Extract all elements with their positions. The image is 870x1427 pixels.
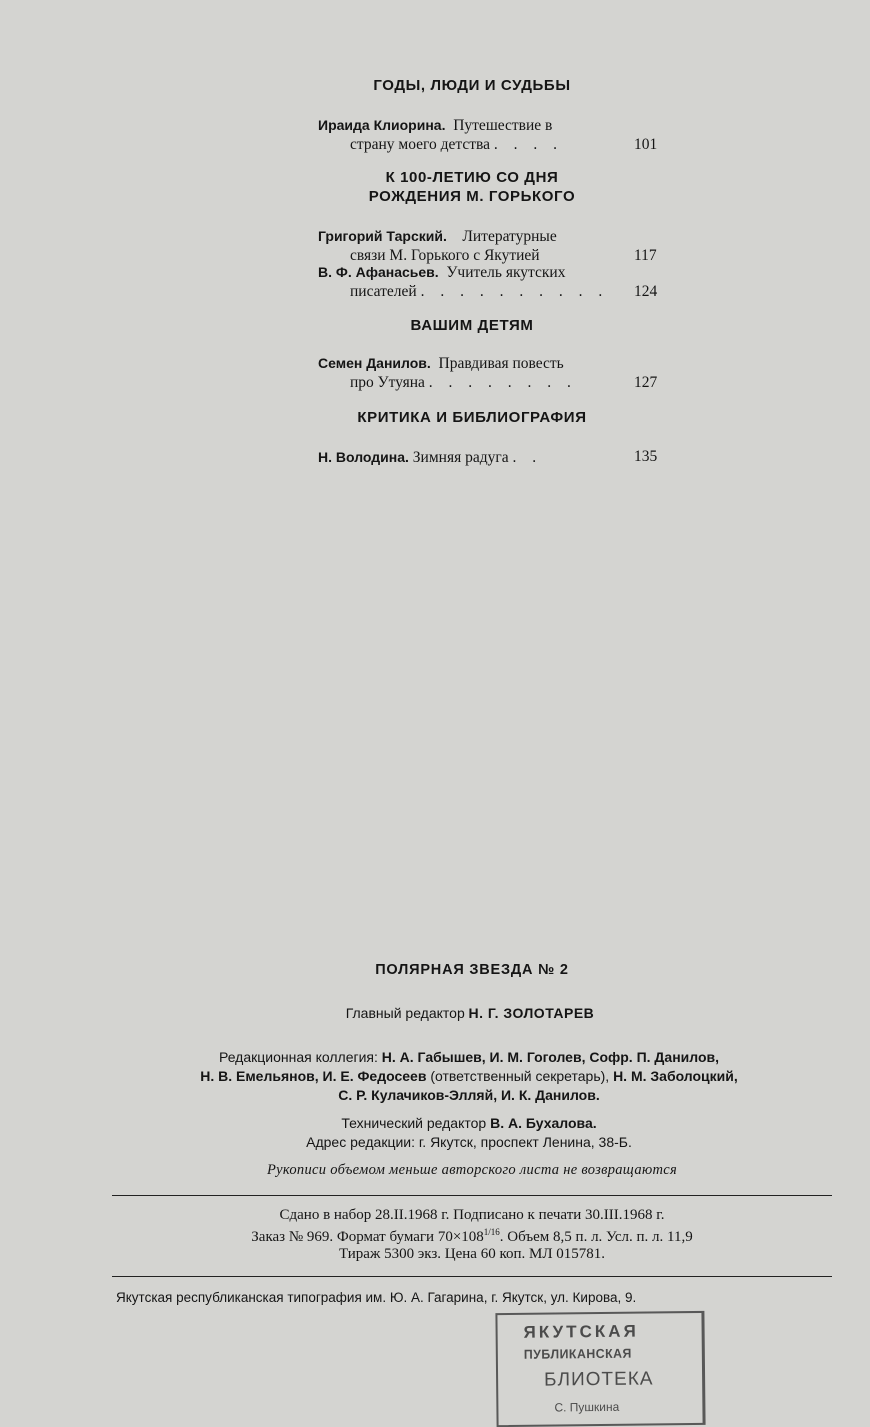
manuscripts-note: Рукописи объемом меньше авторского листа не возвращаются [266, 1162, 678, 1178]
tech-editor-name: В. А. Бухалова. [490, 1115, 597, 1131]
entry-title-part: Литературные [462, 228, 557, 245]
print-line-2: Заказ № 969. Формат бумаги $70\times 108^{1/16}$. Объем 8,5 п. л. Усл. п. л. 11,9 [251, 1227, 693, 1245]
divider-rule [112, 1195, 832, 1196]
entry-title-part: Правдивая повесть [438, 355, 564, 372]
entry-title-part: страну моего детства [350, 136, 490, 153]
board-members-line2a: Н. В. Емельянов, И. Е. Федосеев [200, 1068, 427, 1084]
dot-leader: . . . . . . . . . . [420, 283, 609, 300]
print-line-3: Тираж 5300 экз. Цена 60 коп. МЛ 015781. [338, 1246, 606, 1262]
board-label: Редакционная коллегия: [218, 1049, 378, 1065]
toc-entry [318, 115, 658, 155]
entry-page-number: 117 [634, 247, 657, 264]
entry-title-part: писателей [350, 283, 417, 300]
entry-author: Григорий Тарский. [318, 228, 447, 244]
board-members-line2c: Н. М. Заболоцкий, [613, 1068, 738, 1084]
chief-editor-name: Н. Г. ЗОЛОТАРЕВ [468, 1005, 595, 1021]
entry-page-number: 127 [634, 374, 658, 391]
chief-editor-line [0, 1005, 870, 1023]
entry-page-number: 135 [634, 448, 658, 465]
entry-author: Н. Володина. [318, 449, 409, 465]
printing-house: Якутская республиканская типография им. Ю. А. Гагарина, г. Якутск, ул. Кирова, 9. [116, 1290, 637, 1305]
journal-title: ПОЛЯРНАЯ ЗВЕЗДА № 2 [375, 962, 569, 978]
dot-leader: . . . . . . . . [428, 374, 577, 391]
divider-rule [112, 1276, 832, 1277]
entry-author: В. Ф. Афанасьев. [318, 264, 439, 280]
entry-title-part: Путешествие в [453, 117, 553, 134]
section-title-for-children: ВАШИМ ДЕТЯМ [410, 317, 534, 334]
editorial-address: Адрес редакции: г. Якутск, проспект Ленина, 38-Б. [306, 1134, 632, 1150]
entry-title-part: связи М. Горького с Якутией [350, 247, 540, 264]
entry-author: Ираида Клиорина. [318, 117, 446, 133]
print-details [0, 1207, 870, 1263]
toc-entry [318, 262, 658, 302]
section-title-years-people-fates: ГОДЫ, ЛЮДИ И СУДЬБЫ [373, 77, 571, 94]
tech-editor-label: Технический редактор [341, 1115, 487, 1131]
board-members-line3: С. Р. Кулачиков-Элляй, И. К. Данилов. [338, 1087, 600, 1103]
toc-entry [318, 353, 658, 393]
toc-entry [318, 447, 658, 467]
entry-author: Семен Данилов. [318, 355, 431, 371]
library-stamp [495, 1311, 705, 1427]
entry-title-part: про Утуяна [350, 374, 425, 391]
entry-page-number: 124 [634, 283, 658, 300]
stamp-line-1: ЯКУТСКАЯ [523, 1321, 639, 1342]
section-title-criticism: КРИТИКА И БИБЛИОГРАФИЯ [357, 409, 587, 426]
entry-title-part: Зимняя радуга [412, 449, 509, 466]
stamp-line-4: С. Пушкина [554, 1399, 620, 1415]
print-line-1: Сдано в набор 28.II.1968 г. Подписано к печати 30.III.1968 г. [279, 1207, 665, 1223]
board-members-line1: Н. А. Габышев, И. М. Гоголев, Софр. П. Данилов, [381, 1049, 720, 1065]
entry-title-part: Учитель якутских [446, 264, 566, 281]
toc-entry [318, 226, 658, 266]
editorial-board [0, 1048, 870, 1105]
chief-editor-label: Главный редактор [345, 1005, 465, 1021]
section-title-gorky-line2: РОЖДЕНИЯ М. ГОРЬКОГО [368, 188, 576, 205]
board-members-line2b: (ответственный секретарь), [430, 1068, 610, 1084]
entry-page-number: 101 [634, 136, 658, 153]
technical-editor-block [0, 1114, 870, 1152]
stamp-line-2: ПУБЛИКАНСКАЯ [523, 1345, 632, 1362]
stamp-line-3: БЛИОТЕКА [544, 1368, 654, 1391]
dot-leader: . . [512, 449, 543, 466]
section-title-gorky-line1: К 100-ЛЕТИЮ СО ДНЯ [385, 169, 559, 186]
dot-leader: . . . . [493, 136, 563, 153]
